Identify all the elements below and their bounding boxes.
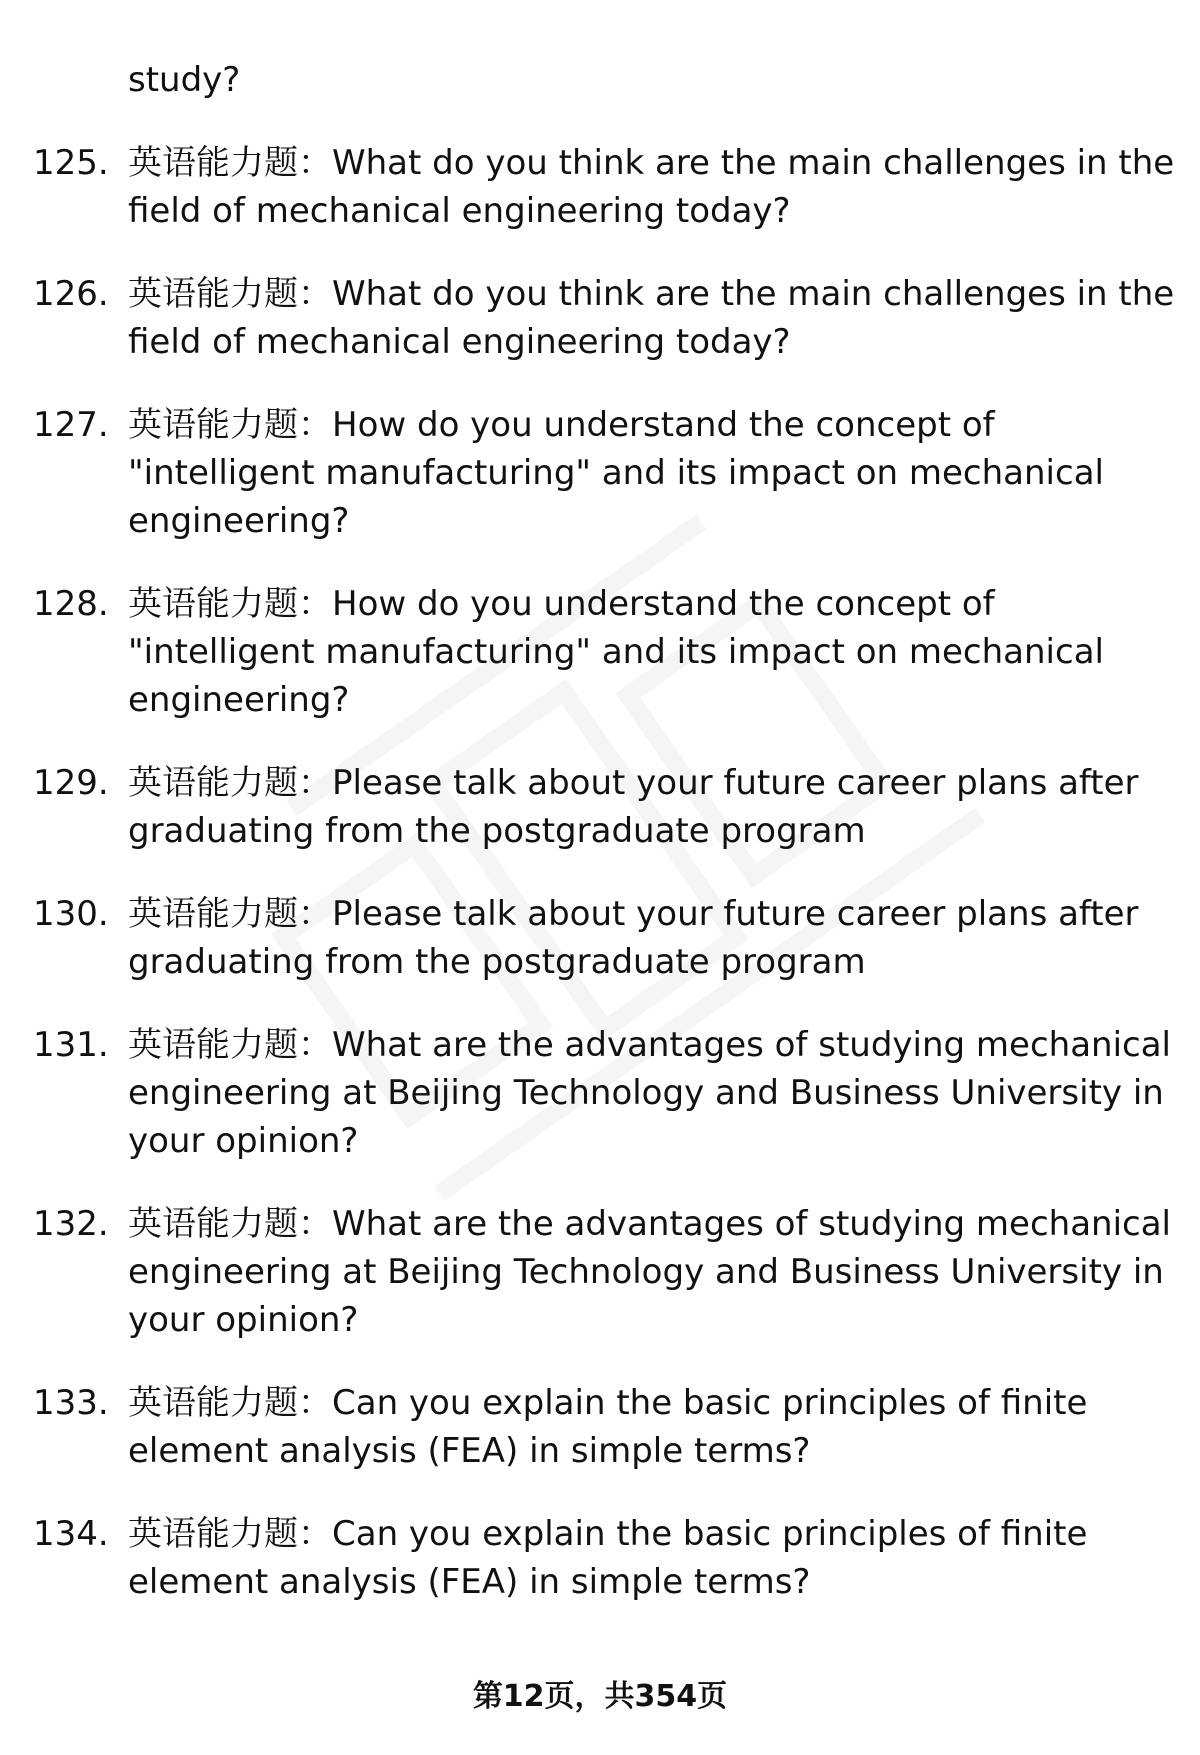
question-body [128,270,1178,366]
page-footer: 第12页，共354页 [472,1679,728,1714]
question-body [128,401,1178,545]
question-body [128,759,1178,855]
question-tag: 英语能力题： [128,1514,332,1554]
question-tag: 英语能力题： [128,763,332,803]
question-tag: 英语能力题： [128,143,332,183]
question-tag: 英语能力题： [128,1025,332,1065]
question-text: Can you explain the basic principles of finite element analysis (FEA) in simple terms? [128,1383,1088,1471]
question-number: 134. [33,1514,109,1554]
question-number: 131. [33,1025,109,1065]
question-tag: 英语能力题： [128,274,332,314]
list-item [33,139,1178,235]
question-number: 128. [33,584,109,624]
question-text: Please talk about your future career plans after graduating from the postgraduate program [128,894,1139,982]
question-text: How do you understand the concept of "intelligent manufacturing" and its impact on mechanical engineering? [128,584,1104,720]
question-tag: 英语能力题： [128,1204,332,1244]
question-number: 133. [33,1383,109,1423]
question-number: 125. [33,143,109,183]
continuation-line: study? [128,60,241,100]
list-item [33,1379,1178,1475]
list-item [33,1510,1178,1606]
question-body [128,890,1178,986]
question-text: How do you understand the concept of "intelligent manufacturing" and its impact on mechanical engineering? [128,405,1104,541]
list-item [33,401,1178,545]
document-body [33,56,1178,1641]
question-list [33,139,1178,1606]
list-item [33,1200,1178,1344]
question-tag: 英语能力题： [128,405,332,445]
question-text: What do you think are the main challenges in the field of mechanical engineering today? [128,143,1175,231]
question-number: 127. [33,405,109,445]
question-tag: 英语能力题： [128,894,332,934]
list-item [33,890,1178,986]
list-item [33,759,1178,855]
list-item [33,580,1178,724]
question-text: Can you explain the basic principles of finite element analysis (FEA) in simple terms? [128,1514,1088,1602]
question-tag: 英语能力题： [128,584,332,624]
question-number: 132. [33,1204,109,1244]
question-number: 130. [33,894,109,934]
question-body [128,580,1178,724]
question-body [128,1200,1178,1344]
question-body [128,1021,1178,1165]
question-body [128,139,1178,235]
question-text: Please talk about your future career plans after graduating from the postgraduate program [128,763,1139,851]
question-number: 129. [33,763,109,803]
question-tag: 英语能力题： [128,1383,332,1423]
list-item [33,1021,1178,1165]
question-text: What are the advantages of studying mechanical engineering at Beijing Technology and Business University in your opinion? [128,1025,1171,1161]
question-body [128,1510,1178,1606]
question-number: 126. [33,274,109,314]
question-text: What do you think are the main challenges in the field of mechanical engineering today? [128,274,1175,362]
question-body [128,1379,1178,1475]
question-text: What are the advantages of studying mechanical engineering at Beijing Technology and Business University in your opinion? [128,1204,1171,1340]
list-item [33,270,1178,366]
